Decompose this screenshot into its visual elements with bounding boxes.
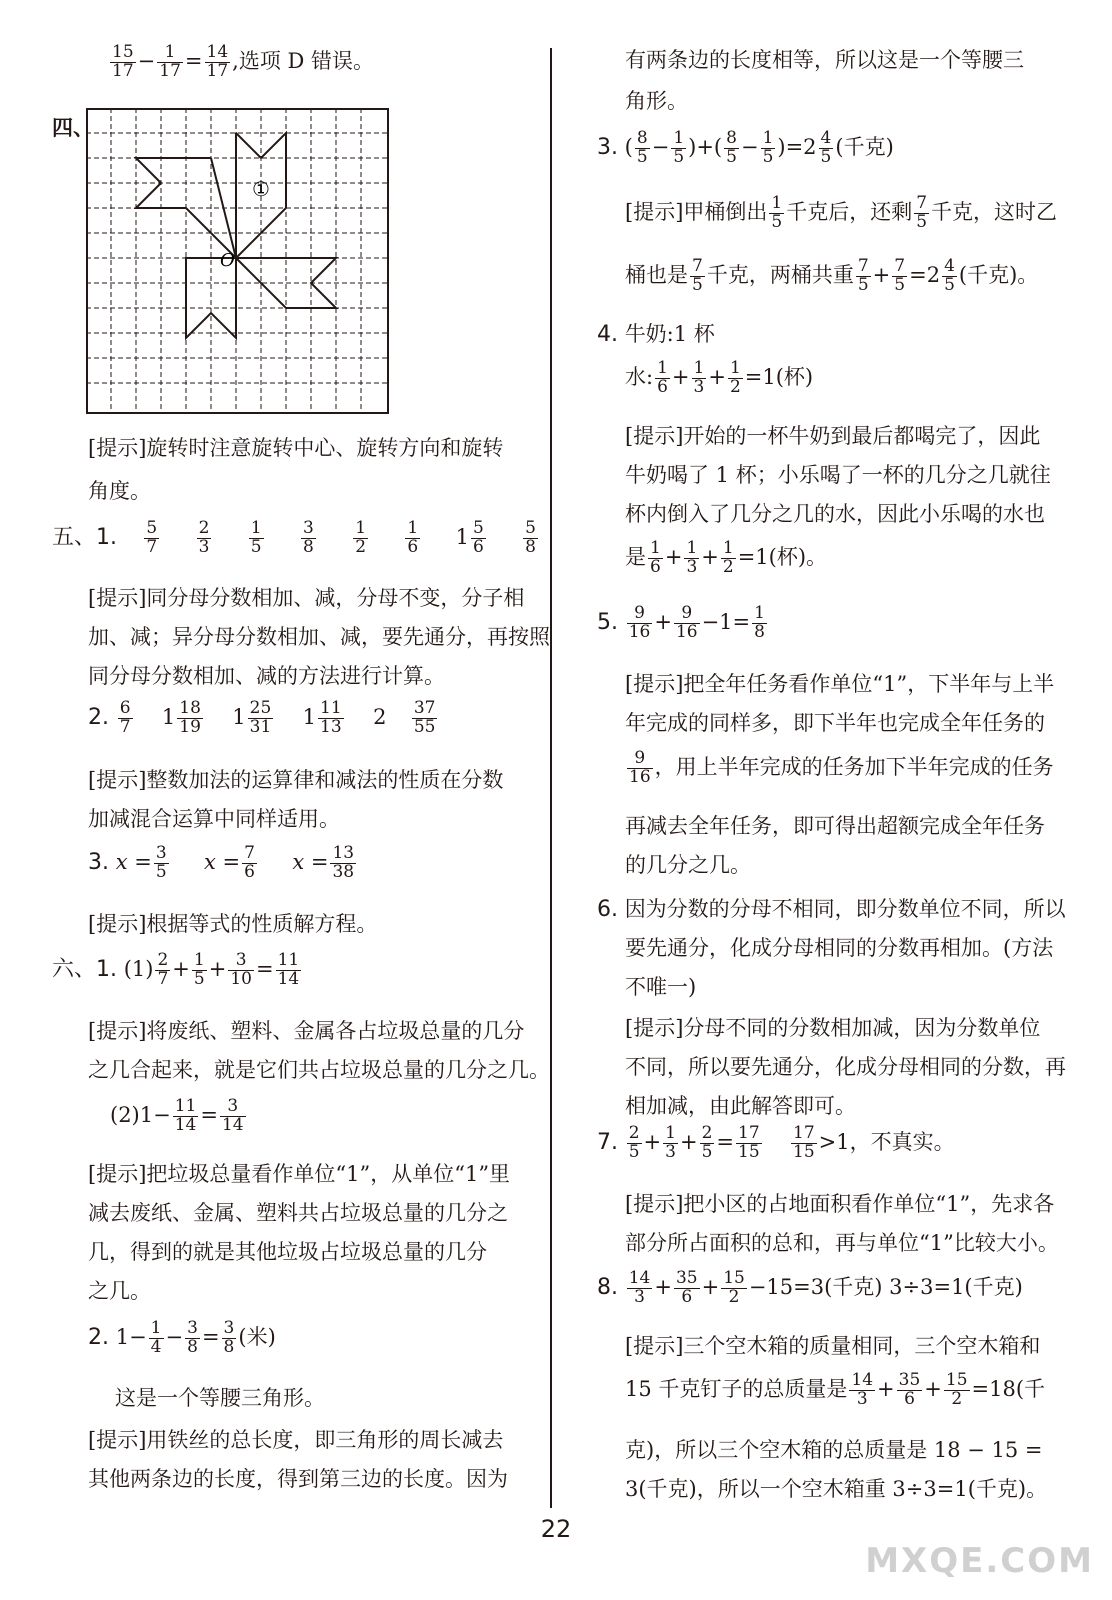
watermark-logo: MXQE.COM	[865, 1541, 1094, 1582]
answer-6-2: 这是一个等腰三角形。	[115, 1386, 325, 1410]
hint-5-1c: 同分母分数相加、减的方法进行计算。	[88, 664, 445, 688]
hint-4b: 牛奶喝了 1 杯；小乐喝了一杯的几分之几就往	[625, 463, 1051, 487]
sec6-row2: 2. 1− $\frac{1}{4}$ − $\frac{3}{8}$ = $\frac{3}{8}$ (米)	[88, 1318, 276, 1357]
hint-6-2-a: [提示]用铁丝的总长度，即三角形的周长减去	[88, 1428, 504, 1452]
hint-5-2b: 加减混合运算中同样适用。	[88, 807, 340, 831]
hint-8a: [提示]三个空木箱的质量相同，三个空木箱和	[625, 1334, 1041, 1358]
item-3-equation: 3. ( $\frac{8}{5}$ − $\frac{1}{5}$ )+( $\frac{8}{5}$ − $\frac{1}{5}$ )=2 $\frac{4}{5}$ (千克)	[597, 128, 894, 167]
item-7-equation: 7. $\frac{2}{5}$ + $\frac{1}{3}$ + $\frac{2}{5}$ = $\frac{17}{15}$ $\frac{17}{15}$ >1，不真实。	[597, 1123, 955, 1162]
item-4-milk: 4. 牛奶:1 杯	[597, 322, 715, 347]
hint-6-1a: [提示]将废纸、塑料、金属各占垃圾总量的几分	[88, 1019, 525, 1043]
right-cont-1: 有两条边的长度相等，所以这是一个等腰三	[625, 48, 1024, 72]
item-5-equation: 5. $\frac{9}{16}$ + $\frac{9}{16}$ −1= $\frac{1}{8}$	[597, 603, 765, 642]
page-number: 22	[540, 1515, 572, 1543]
hint-5-1b: 加、减；异分母分数相加、减，要先通分，再按照	[88, 625, 550, 649]
hint-5-2a: [提示]整数加法的运算律和减法的性质在分数	[88, 768, 504, 792]
hint-6-2c: 几，得到的就是其他垃圾占垃圾总量的几分	[88, 1240, 487, 1264]
item-6-line2: 要先通分，化成分母相同的分数再相加。(方法	[625, 936, 1054, 960]
hint-5c: $\frac{9}{16}$ ，用上半年完成的任务加下半年完成的任务	[629, 748, 1054, 787]
right-cont-2: 角形。	[625, 89, 688, 113]
item-6-line1: 6. 因为分数的分母不相同，即分数单位不同，所以	[597, 897, 1066, 922]
hint-3-line1: [提示]甲桶倒出 $\frac{1}{5}$ 千克后，还剩 $\frac{7}{5}$ 千克，这时乙	[625, 193, 1058, 232]
hint-4d: 是 $\frac{1}{6}$ + $\frac{1}{3}$ + $\frac{1}{2}$ =1(杯)。	[625, 538, 828, 577]
section-4-label: 四、	[52, 115, 94, 140]
hint-5a: [提示]把全年任务看作单位“1”，下半年与上半	[625, 672, 1055, 696]
item-8-equation: 8. $\frac{14}{3}$ + $\frac{35}{6}$ + $\frac{15}{2}$ −15=3(千克) 3÷3=1(千克)	[597, 1268, 1023, 1307]
hint-3-line2: 桶也是 $\frac{7}{5}$ 千克，两桶共重 $\frac{7}{5}$ + $\frac{7}{5}$ =2 $\frac{4}{5}$ (千克)。	[625, 256, 1039, 295]
hint-8d: 3(千克)，所以一个空木箱重 3÷3=1(千克)。	[625, 1477, 1048, 1501]
hint-6-2d: 之几。	[88, 1279, 151, 1303]
column-divider	[550, 48, 552, 1508]
figure-label-1: ①	[252, 177, 270, 201]
hint-5-3: [提示]根据等式的性质解方程。	[88, 912, 378, 936]
hint-sec4-cont: 角度。	[88, 479, 151, 503]
hint-5e: 的几分之几。	[625, 853, 751, 877]
hint-7b: 部分所占面积的总和，再与单位“1”比较大小。	[625, 1231, 1059, 1255]
hint-4a: [提示]开始的一杯牛奶到最后都喝完了，因此	[625, 424, 1041, 448]
hint-6a: [提示]分母不同的分数相加减，因为分数单位	[625, 1016, 1041, 1040]
hint-6c: 相加减，由此解答即可。	[625, 1094, 856, 1118]
hint-8c: 克)，所以三个空木箱的总质量是 18 − 15 =	[625, 1438, 1043, 1462]
sec5-row1: 五、1. $\frac{5}{7}$ $\frac{2}{3}$ $\frac{1}{5}$ $\frac{3}{8}$ $\frac{1}{2}$ $\frac{1}{6}$ 1 $\frac{5}{6}$ $\frac{5}{8}$	[52, 518, 536, 557]
item-6-line3: 不唯一)	[625, 975, 697, 999]
hint-sec4: [提示]旋转时注意旋转中心、旋转方向和旋转	[88, 436, 504, 460]
hint-4c: 杯内倒入了几分之几的水，因此小乐喝的水也	[625, 502, 1045, 526]
sec6-row1-2: (2)1− $\frac{11}{14}$ = $\frac{3}{14}$	[110, 1096, 244, 1135]
hint-6b: 不同，所以要先通分，化成分母相同的分数，再	[625, 1055, 1066, 1079]
hint-5-1a: [提示]同分母分数相加、减，分母不变，分子相	[88, 586, 525, 610]
hint-6-1b: 之几合起来，就是它们共占垃圾总量的几分之几。	[88, 1058, 550, 1082]
hint-7a: [提示]把小区的占地面积看作单位“1”，先求各	[625, 1192, 1055, 1216]
sec5-row3: 3. x = $\frac{3}{5}$ x = $\frac{7}{6}$ x = $\frac{13}{38}$	[88, 843, 355, 882]
hint-6-2a: [提示]把垃圾总量看作单位“1”，从单位“1”里	[88, 1162, 511, 1186]
hint-6-2b: 减去废纸、金属、塑料共占垃圾总量的几分之	[88, 1201, 508, 1225]
sec6-row1: 六、1. (1) $\frac{2}{7}$ + $\frac{1}{5}$ + $\frac{3}{10}$ = $\frac{11}{14}$	[52, 950, 300, 989]
rotation-grid-figure	[86, 108, 391, 415]
left-top-line: $\frac{15}{17}$ − $\frac{1}{17}$ = $\frac{14}{17}$ ,选项 D 错误。	[112, 42, 375, 81]
hint-8b: 15 千克钉子的总质量是 $\frac{14}{3}$ + $\frac{35}{6}$ + $\frac{15}{2}$ =18(千	[625, 1370, 1046, 1409]
hint-6-2-b: 其他两条边的长度，得到第三边的长度。因为	[88, 1467, 508, 1491]
hint-5d: 再减去全年任务，即可得出超额完成全年任务	[625, 814, 1045, 838]
item-4-water: 水: $\frac{1}{6}$ + $\frac{1}{3}$ + $\frac{1}{2}$ =1(杯)	[625, 358, 814, 397]
hint-5b: 年完成的同样多，即下半年也完成全年任务的	[625, 711, 1045, 735]
sec5-row2: 2. $\frac{6}{7}$ 1 $\frac{18}{19}$ 1 $\frac{25}{31}$ 1 $\frac{11}{13}$ 2 $\frac{37}{55}$	[88, 698, 436, 737]
center-label-o: O	[220, 250, 235, 271]
